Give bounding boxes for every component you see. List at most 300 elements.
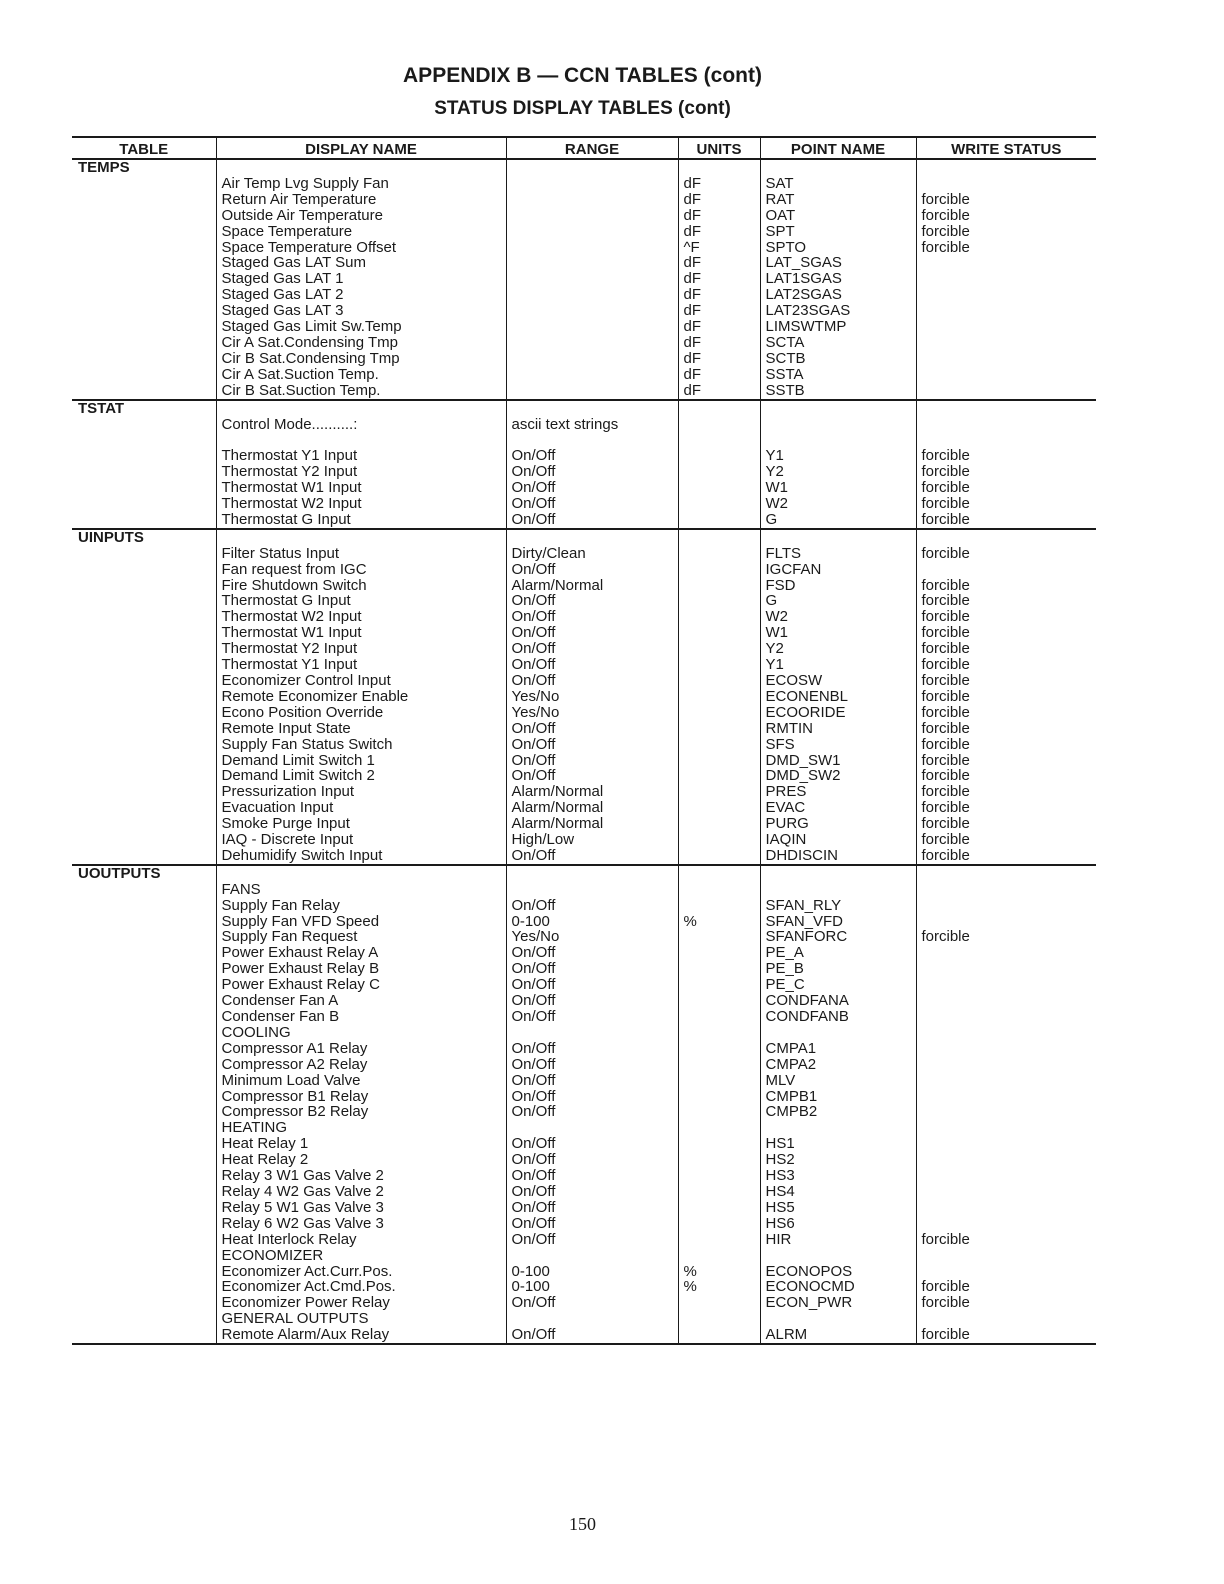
display-name-cell: Thermostat G Input bbox=[216, 593, 506, 609]
point-name-cell: W2 bbox=[760, 496, 916, 512]
table-row bbox=[72, 1041, 1096, 1057]
units-cell: dF bbox=[678, 303, 760, 319]
units-cell bbox=[678, 945, 760, 961]
status-display-table bbox=[72, 136, 1096, 1345]
display-name-cell: Thermostat W2 Input bbox=[216, 496, 506, 512]
table-row bbox=[72, 882, 1096, 898]
units-cell bbox=[678, 464, 760, 480]
point-name-cell: LIMSWTMP bbox=[760, 319, 916, 335]
range-cell: On/Off bbox=[506, 1200, 678, 1216]
table-row bbox=[72, 705, 1096, 721]
table-row bbox=[72, 1200, 1096, 1216]
range-cell bbox=[506, 319, 678, 335]
table-name-cell bbox=[72, 641, 216, 657]
column-header-table: TABLE bbox=[72, 137, 216, 159]
point-name-cell: ECOORIDE bbox=[760, 705, 916, 721]
range-cell bbox=[506, 335, 678, 351]
table-name-cell bbox=[72, 319, 216, 335]
table-group-uoutputs bbox=[72, 865, 1096, 1344]
table-row bbox=[72, 800, 1096, 816]
write-status-cell: forcible bbox=[916, 705, 1096, 721]
point-name-cell: SCTB bbox=[760, 351, 916, 367]
range-cell: On/Off bbox=[506, 593, 678, 609]
write-status-cell bbox=[916, 882, 1096, 898]
write-status-cell bbox=[916, 961, 1096, 977]
table-name-cell bbox=[72, 432, 216, 448]
units-cell bbox=[678, 721, 760, 737]
display-name-cell: Staged Gas LAT 2 bbox=[216, 287, 506, 303]
empty-cell bbox=[678, 865, 760, 882]
units-cell: dF bbox=[678, 383, 760, 400]
units-cell: dF bbox=[678, 255, 760, 271]
write-status-cell bbox=[916, 351, 1096, 367]
table-row bbox=[72, 255, 1096, 271]
units-cell bbox=[678, 625, 760, 641]
table-name-cell bbox=[72, 593, 216, 609]
display-name-cell: Relay 4 W2 Gas Valve 2 bbox=[216, 1184, 506, 1200]
display-name-cell: Compressor A2 Relay bbox=[216, 1057, 506, 1073]
table-name-cell bbox=[72, 993, 216, 1009]
units-cell bbox=[678, 512, 760, 529]
table-name-cell bbox=[72, 1200, 216, 1216]
display-name-cell: Heat Relay 1 bbox=[216, 1136, 506, 1152]
units-cell bbox=[678, 961, 760, 977]
table-row bbox=[72, 689, 1096, 705]
table-name-cell bbox=[72, 224, 216, 240]
display-name-cell: Thermostat W1 Input bbox=[216, 480, 506, 496]
range-cell bbox=[506, 367, 678, 383]
empty-cell bbox=[216, 400, 506, 417]
range-cell bbox=[506, 240, 678, 256]
table-name-cell: UINPUTS bbox=[78, 528, 144, 546]
table-row bbox=[72, 816, 1096, 832]
table-group-tstat bbox=[72, 400, 1096, 529]
display-name-cell: Thermostat W1 Input bbox=[216, 625, 506, 641]
write-status-cell bbox=[916, 1009, 1096, 1025]
table-row bbox=[72, 176, 1096, 192]
display-name-cell: ECONOMIZER bbox=[216, 1248, 506, 1264]
display-name-cell: GENERAL OUTPUTS bbox=[216, 1311, 506, 1327]
write-status-cell bbox=[916, 1200, 1096, 1216]
point-name-cell: SSTA bbox=[760, 367, 916, 383]
table-name-cell bbox=[72, 1041, 216, 1057]
display-name-cell: HEATING bbox=[216, 1120, 506, 1136]
table-name-cell bbox=[72, 977, 216, 993]
units-cell bbox=[678, 593, 760, 609]
range-cell: On/Off bbox=[506, 1216, 678, 1232]
empty-cell bbox=[760, 529, 916, 546]
table-row bbox=[72, 303, 1096, 319]
display-name-cell: FANS bbox=[216, 882, 506, 898]
range-cell: On/Off bbox=[506, 1104, 678, 1120]
table-name-cell bbox=[72, 208, 216, 224]
write-status-cell: forcible bbox=[916, 800, 1096, 816]
point-name-cell: FLTS bbox=[760, 546, 916, 562]
table-row bbox=[72, 383, 1096, 400]
empty-cell bbox=[216, 159, 506, 176]
header-row bbox=[72, 137, 1096, 159]
table-row bbox=[72, 351, 1096, 367]
point-name-cell: ECON_PWR bbox=[760, 1295, 916, 1311]
display-name-cell: Staged Gas LAT 1 bbox=[216, 271, 506, 287]
table-row bbox=[72, 208, 1096, 224]
table-row bbox=[72, 417, 1096, 433]
point-name-cell: ECOSW bbox=[760, 673, 916, 689]
units-cell bbox=[678, 1168, 760, 1184]
write-status-cell bbox=[916, 1104, 1096, 1120]
table-name-cell bbox=[72, 1264, 216, 1280]
range-cell: Yes/No bbox=[506, 705, 678, 721]
table-name-cell bbox=[72, 546, 216, 562]
empty-cell bbox=[506, 400, 678, 417]
table-row bbox=[72, 929, 1096, 945]
table-name-cell bbox=[72, 448, 216, 464]
range-cell: On/Off bbox=[506, 737, 678, 753]
display-name-cell: Economizer Act.Curr.Pos. bbox=[216, 1264, 506, 1280]
units-cell bbox=[678, 578, 760, 594]
units-cell bbox=[678, 1232, 760, 1248]
range-cell bbox=[506, 882, 678, 898]
display-name-cell: Space Temperature Offset bbox=[216, 240, 506, 256]
point-name-cell: IGCFAN bbox=[760, 562, 916, 578]
write-status-cell bbox=[916, 1184, 1096, 1200]
table-row bbox=[72, 721, 1096, 737]
units-cell bbox=[678, 1120, 760, 1136]
range-cell: On/Off bbox=[506, 945, 678, 961]
write-status-cell bbox=[916, 319, 1096, 335]
table-row bbox=[72, 578, 1096, 594]
units-cell bbox=[678, 993, 760, 1009]
range-cell: Alarm/Normal bbox=[506, 578, 678, 594]
point-name-cell: G bbox=[760, 593, 916, 609]
display-name-cell: Condenser Fan B bbox=[216, 1009, 506, 1025]
write-status-cell: forcible bbox=[916, 689, 1096, 705]
empty-cell bbox=[216, 529, 506, 546]
table-row bbox=[72, 993, 1096, 1009]
display-name-cell: Relay 6 W2 Gas Valve 3 bbox=[216, 1216, 506, 1232]
display-name-cell: Demand Limit Switch 1 bbox=[216, 753, 506, 769]
table-row bbox=[72, 224, 1096, 240]
point-name-cell: HIR bbox=[760, 1232, 916, 1248]
units-cell bbox=[678, 496, 760, 512]
point-name-cell bbox=[760, 1248, 916, 1264]
write-status-cell: forcible bbox=[916, 464, 1096, 480]
units-cell: % bbox=[678, 1264, 760, 1280]
table-name-cell bbox=[72, 1168, 216, 1184]
point-name-cell: HS2 bbox=[760, 1152, 916, 1168]
write-status-cell bbox=[916, 1089, 1096, 1105]
write-status-cell bbox=[916, 1248, 1096, 1264]
display-name-cell: Thermostat Y2 Input bbox=[216, 641, 506, 657]
display-name-cell: Space Temperature bbox=[216, 224, 506, 240]
units-cell bbox=[678, 882, 760, 898]
write-status-cell: forcible bbox=[916, 753, 1096, 769]
units-cell bbox=[678, 1216, 760, 1232]
range-cell: On/Off bbox=[506, 993, 678, 1009]
table-row bbox=[72, 832, 1096, 848]
range-cell: On/Off bbox=[506, 512, 678, 529]
write-status-cell bbox=[916, 945, 1096, 961]
display-name-cell: IAQ - Discrete Input bbox=[216, 832, 506, 848]
write-status-cell: forcible bbox=[916, 1232, 1096, 1248]
point-name-cell: ECONENBL bbox=[760, 689, 916, 705]
display-name-cell: Econo Position Override bbox=[216, 705, 506, 721]
table-name-cell bbox=[72, 303, 216, 319]
display-name-cell: Heat Relay 2 bbox=[216, 1152, 506, 1168]
write-status-cell bbox=[916, 255, 1096, 271]
write-status-cell: forcible bbox=[916, 1327, 1096, 1344]
display-name-cell: Power Exhaust Relay B bbox=[216, 961, 506, 977]
table-name-cell: UOUTPUTS bbox=[78, 864, 161, 882]
point-name-cell: EVAC bbox=[760, 800, 916, 816]
table-row bbox=[72, 240, 1096, 256]
table-row bbox=[72, 1057, 1096, 1073]
point-name-cell bbox=[760, 882, 916, 898]
table-name-cell: TSTAT bbox=[78, 399, 125, 417]
table-name-cell bbox=[72, 768, 216, 784]
display-name-cell: Dehumidify Switch Input bbox=[216, 848, 506, 865]
point-name-cell bbox=[760, 1311, 916, 1327]
table-name-cell bbox=[72, 271, 216, 287]
write-status-cell: forcible bbox=[916, 496, 1096, 512]
table-name-cell bbox=[72, 480, 216, 496]
point-name-cell: Y1 bbox=[760, 657, 916, 673]
table-name-cell bbox=[72, 255, 216, 271]
point-name-cell: SSTB bbox=[760, 383, 916, 400]
point-name-cell: PRES bbox=[760, 784, 916, 800]
table-name-cell bbox=[72, 464, 216, 480]
units-cell: dF bbox=[678, 224, 760, 240]
table-row bbox=[72, 1136, 1096, 1152]
table-name-cell bbox=[72, 1120, 216, 1136]
table-name-cell bbox=[72, 800, 216, 816]
range-cell bbox=[506, 176, 678, 192]
units-cell bbox=[678, 705, 760, 721]
table-name-cell bbox=[72, 335, 216, 351]
display-name-cell: Thermostat W2 Input bbox=[216, 609, 506, 625]
write-status-cell: forcible bbox=[916, 673, 1096, 689]
units-cell bbox=[678, 1025, 760, 1041]
range-cell bbox=[506, 1311, 678, 1327]
empty-cell bbox=[760, 400, 916, 417]
range-cell: On/Off bbox=[506, 464, 678, 480]
point-name-cell bbox=[760, 417, 916, 433]
units-cell bbox=[678, 784, 760, 800]
display-name-cell: Relay 5 W1 Gas Valve 3 bbox=[216, 1200, 506, 1216]
write-status-cell: forcible bbox=[916, 832, 1096, 848]
units-cell bbox=[678, 657, 760, 673]
units-cell: dF bbox=[678, 367, 760, 383]
units-cell bbox=[678, 1136, 760, 1152]
write-status-cell: forcible bbox=[916, 208, 1096, 224]
table-row bbox=[72, 945, 1096, 961]
write-status-cell: forcible bbox=[916, 192, 1096, 208]
units-cell bbox=[678, 562, 760, 578]
display-name-cell: Economizer Control Input bbox=[216, 673, 506, 689]
table-name-cell bbox=[72, 176, 216, 192]
table-row bbox=[72, 480, 1096, 496]
range-cell bbox=[506, 287, 678, 303]
point-name-cell: SFAN_RLY bbox=[760, 898, 916, 914]
table-row bbox=[72, 1025, 1096, 1041]
display-name-cell: Filter Status Input bbox=[216, 546, 506, 562]
write-status-cell bbox=[916, 287, 1096, 303]
units-cell bbox=[678, 977, 760, 993]
write-status-cell bbox=[916, 383, 1096, 400]
point-name-cell: HS3 bbox=[760, 1168, 916, 1184]
column-header-point-name: POINT NAME bbox=[760, 137, 916, 159]
write-status-cell bbox=[916, 898, 1096, 914]
table-name-cell bbox=[72, 705, 216, 721]
write-status-cell: forcible bbox=[916, 641, 1096, 657]
display-name-cell: Remote Alarm/Aux Relay bbox=[216, 1327, 506, 1344]
table-name-cell bbox=[72, 417, 216, 433]
write-status-cell bbox=[916, 977, 1096, 993]
write-status-cell: forcible bbox=[916, 784, 1096, 800]
table-name-cell bbox=[72, 753, 216, 769]
range-cell: On/Off bbox=[506, 562, 678, 578]
table-group-uinputs bbox=[72, 529, 1096, 865]
range-cell: On/Off bbox=[506, 1136, 678, 1152]
write-status-cell: forcible bbox=[916, 1295, 1096, 1311]
display-name-cell: Cir A Sat.Suction Temp. bbox=[216, 367, 506, 383]
table-name-cell bbox=[72, 578, 216, 594]
table-name-cell bbox=[72, 1295, 216, 1311]
write-status-cell: forcible bbox=[916, 593, 1096, 609]
write-status-cell: forcible bbox=[916, 768, 1096, 784]
range-cell: On/Off bbox=[506, 448, 678, 464]
display-name-cell: COOLING bbox=[216, 1025, 506, 1041]
table-row bbox=[72, 768, 1096, 784]
range-cell: On/Off bbox=[506, 657, 678, 673]
range-cell: On/Off bbox=[506, 1089, 678, 1105]
point-name-cell: OAT bbox=[760, 208, 916, 224]
write-status-cell: forcible bbox=[916, 609, 1096, 625]
units-cell bbox=[678, 1295, 760, 1311]
display-name-cell: Control Mode..........: bbox=[216, 417, 506, 433]
point-name-cell: SFS bbox=[760, 737, 916, 753]
units-cell: % bbox=[678, 914, 760, 930]
table-row bbox=[72, 1089, 1096, 1105]
units-cell bbox=[678, 800, 760, 816]
table-row bbox=[72, 1264, 1096, 1280]
display-name-cell: Outside Air Temperature bbox=[216, 208, 506, 224]
range-cell: On/Off bbox=[506, 753, 678, 769]
units-cell bbox=[678, 448, 760, 464]
range-cell: On/Off bbox=[506, 1041, 678, 1057]
point-name-cell: G bbox=[760, 512, 916, 529]
display-name-cell: Staged Gas Limit Sw.Temp bbox=[216, 319, 506, 335]
table-row bbox=[72, 609, 1096, 625]
point-name-cell: LAT2SGAS bbox=[760, 287, 916, 303]
range-cell: Yes/No bbox=[506, 689, 678, 705]
table-row bbox=[72, 625, 1096, 641]
units-cell: dF bbox=[678, 176, 760, 192]
table-name-cell bbox=[72, 1248, 216, 1264]
units-cell bbox=[678, 546, 760, 562]
table-row bbox=[72, 512, 1096, 529]
display-name-cell: Power Exhaust Relay A bbox=[216, 945, 506, 961]
table-row bbox=[72, 1295, 1096, 1311]
write-status-cell: forcible bbox=[916, 737, 1096, 753]
point-name-cell: SCTA bbox=[760, 335, 916, 351]
display-name-cell: Smoke Purge Input bbox=[216, 816, 506, 832]
table-name-cell bbox=[72, 945, 216, 961]
table-row bbox=[72, 335, 1096, 351]
table-name-cell bbox=[72, 689, 216, 705]
range-cell: ascii text strings bbox=[506, 417, 678, 433]
table-row bbox=[72, 464, 1096, 480]
display-name-cell: Power Exhaust Relay C bbox=[216, 977, 506, 993]
display-name-cell: Demand Limit Switch 2 bbox=[216, 768, 506, 784]
point-name-cell: Y2 bbox=[760, 641, 916, 657]
column-header-range: RANGE bbox=[506, 137, 678, 159]
units-cell bbox=[678, 1057, 760, 1073]
empty-cell bbox=[678, 529, 760, 546]
point-name-cell: HS1 bbox=[760, 1136, 916, 1152]
range-cell: On/Off bbox=[506, 480, 678, 496]
range-cell bbox=[506, 1248, 678, 1264]
display-name-cell: Thermostat Y1 Input bbox=[216, 448, 506, 464]
display-name-cell: Minimum Load Valve bbox=[216, 1073, 506, 1089]
point-name-cell: DHDISCIN bbox=[760, 848, 916, 865]
range-cell: On/Off bbox=[506, 848, 678, 865]
page-title: APPENDIX B — CCN TABLES (cont) bbox=[403, 64, 762, 87]
table-row bbox=[72, 1104, 1096, 1120]
write-status-cell: forcible bbox=[916, 448, 1096, 464]
units-cell bbox=[678, 816, 760, 832]
units-cell bbox=[678, 1041, 760, 1057]
display-name-cell: Cir B Sat.Suction Temp. bbox=[216, 383, 506, 400]
point-name-cell bbox=[760, 1025, 916, 1041]
write-status-cell: forcible bbox=[916, 625, 1096, 641]
range-cell: On/Off bbox=[506, 1073, 678, 1089]
write-status-cell bbox=[916, 1311, 1096, 1327]
table-row bbox=[72, 848, 1096, 865]
units-cell bbox=[678, 689, 760, 705]
write-status-cell bbox=[916, 335, 1096, 351]
table-name-cell bbox=[72, 657, 216, 673]
display-name-cell: Supply Fan Request bbox=[216, 929, 506, 945]
point-name-cell: W2 bbox=[760, 609, 916, 625]
table-name-cell bbox=[72, 737, 216, 753]
empty-cell bbox=[506, 529, 678, 546]
units-cell: ^F bbox=[678, 240, 760, 256]
range-cell: High/Low bbox=[506, 832, 678, 848]
table-row bbox=[72, 1120, 1096, 1136]
table-row bbox=[72, 562, 1096, 578]
table-row bbox=[72, 1248, 1096, 1264]
table-row bbox=[72, 673, 1096, 689]
table-row bbox=[72, 753, 1096, 769]
empty-cell bbox=[506, 865, 678, 882]
units-cell bbox=[678, 1311, 760, 1327]
point-name-cell: MLV bbox=[760, 1073, 916, 1089]
point-name-cell: SFAN_VFD bbox=[760, 914, 916, 930]
write-status-cell bbox=[916, 562, 1096, 578]
range-cell bbox=[506, 303, 678, 319]
table-row bbox=[72, 1009, 1096, 1025]
range-cell bbox=[506, 351, 678, 367]
range-cell: On/Off bbox=[506, 977, 678, 993]
display-name-cell: Supply Fan Status Switch bbox=[216, 737, 506, 753]
range-cell: On/Off bbox=[506, 768, 678, 784]
table-row bbox=[72, 271, 1096, 287]
table-row bbox=[72, 287, 1096, 303]
write-status-cell: forcible bbox=[916, 657, 1096, 673]
units-cell: dF bbox=[678, 192, 760, 208]
point-name-cell: PE_C bbox=[760, 977, 916, 993]
